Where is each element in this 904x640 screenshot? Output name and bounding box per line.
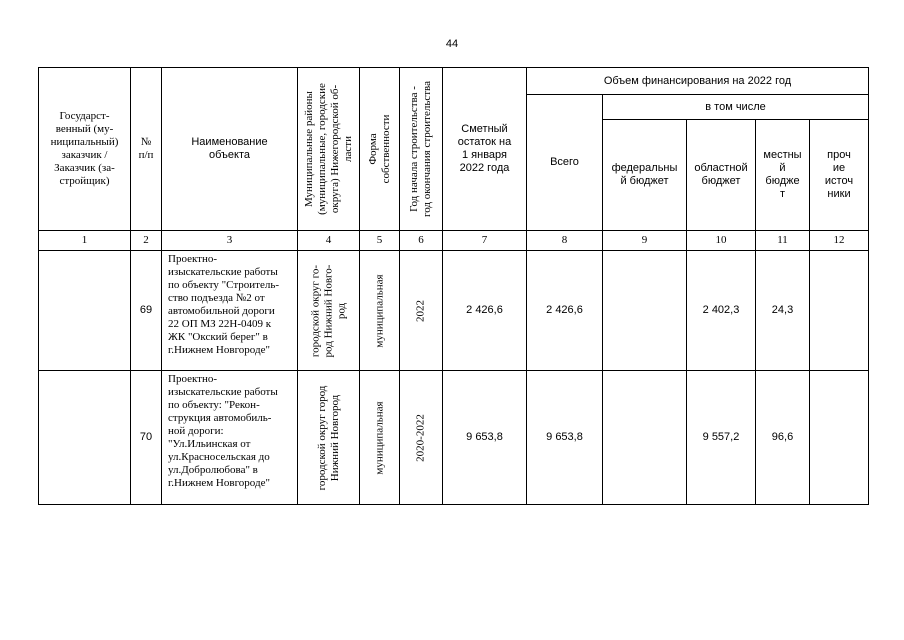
cell-other xyxy=(810,251,869,371)
cell-local: 96,6 xyxy=(756,371,810,505)
cell-years-wrap xyxy=(400,371,443,505)
column-number: 9 xyxy=(603,231,687,251)
header-district-cell xyxy=(298,68,360,231)
column-number: 2 xyxy=(131,231,162,251)
header-ownership: Форма собственности xyxy=(366,114,392,184)
column-number: 6 xyxy=(400,231,443,251)
cell-estimate: 9 653,8 xyxy=(443,371,527,505)
header-total: Всего xyxy=(527,95,603,231)
column-numbers-row xyxy=(39,231,869,251)
column-number: 4 xyxy=(298,231,360,251)
cell-other xyxy=(810,371,869,505)
page-number: 44 xyxy=(445,38,459,50)
cell-number: 69 xyxy=(131,251,162,371)
header-number: № п/п xyxy=(131,68,162,231)
cell-object-name: Проектно- изыскательские работы по объекту: "Рекон- струкция автомобиль- ной дороги: "Ул.Ильинская от ул.Красносельская до ул.Добролюбова" в г.Нижнем Новгороде" xyxy=(162,371,298,505)
cell-district-wrap xyxy=(298,371,360,505)
cell-ownership: муниципальная xyxy=(373,400,385,475)
header-years-cell xyxy=(400,68,443,231)
cell-object-name: Проектно- изыскательские работы по объекту "Строитель- ство подъезда №2 от автомобильной дороги 22 ОП МЗ 22Н-0409 к ЖК "Окский берег" в г.Нижнем Новгороде" xyxy=(162,251,298,371)
header-federal: федеральны й бюджет xyxy=(603,120,687,231)
cell-ownership-wrap xyxy=(360,371,400,505)
cell-years-wrap xyxy=(400,251,443,371)
cell-district: городской округ город Нижний Новгород xyxy=(315,385,341,490)
column-number: 12 xyxy=(810,231,869,251)
header-ownership-cell xyxy=(360,68,400,231)
header-years: Год начала строительства - год окончания строительства xyxy=(408,81,433,217)
header-customer: Государст- венный (му- ниципальный) заказчик / Заказчик (за- стройщик) xyxy=(39,68,131,231)
column-number: 3 xyxy=(162,231,298,251)
header-object-name: Наименование объекта xyxy=(162,68,298,231)
column-number: 8 xyxy=(527,231,603,251)
cell-regional: 9 557,2 xyxy=(687,371,756,505)
financing-table xyxy=(38,67,869,505)
cell-regional: 2 402,3 xyxy=(687,251,756,371)
header-local: местны й бюдже т xyxy=(756,120,810,231)
cell-total: 9 653,8 xyxy=(527,371,603,505)
column-number: 11 xyxy=(756,231,810,251)
cell-district-wrap xyxy=(298,251,360,371)
cell-number: 70 xyxy=(131,371,162,505)
header-estimate: Сметный остаток на 1 января 2022 года xyxy=(443,68,527,231)
cell-federal xyxy=(603,251,687,371)
cell-total: 2 426,6 xyxy=(527,251,603,371)
column-number: 1 xyxy=(39,231,131,251)
cell-district: городской округ го- род Нижний Новго- род xyxy=(309,264,347,357)
cell-ownership: муниципальная xyxy=(373,273,385,348)
column-number: 10 xyxy=(687,231,756,251)
cell-customer xyxy=(39,371,131,505)
header-financing: Объем финансирования на 2022 год xyxy=(527,68,869,95)
header-regional: областной бюджет xyxy=(687,120,756,231)
column-number: 7 xyxy=(443,231,527,251)
column-number: 5 xyxy=(360,231,400,251)
cell-years: 2022 xyxy=(414,299,427,322)
cell-estimate: 2 426,6 xyxy=(443,251,527,371)
cell-customer xyxy=(39,251,131,371)
cell-local: 24,3 xyxy=(756,251,810,371)
header-including: в том числе xyxy=(603,95,869,120)
table-row xyxy=(39,371,869,505)
cell-federal xyxy=(603,371,687,505)
header-district: Муниципальные районы (муниципальные, городские округа) Нижегородской об- ласти xyxy=(302,83,354,215)
table-row xyxy=(39,251,869,371)
header-other: проч ие источ ники xyxy=(810,120,869,231)
cell-years: 2020-2022 xyxy=(414,413,427,462)
cell-ownership-wrap xyxy=(360,251,400,371)
